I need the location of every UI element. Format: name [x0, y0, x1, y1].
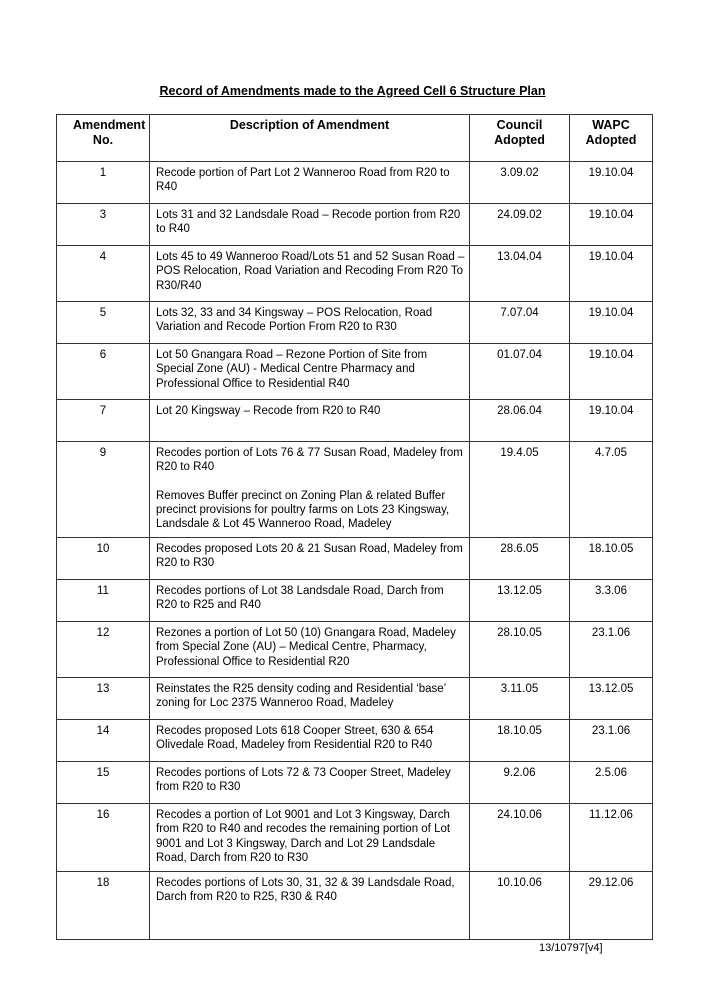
- table-row: [57, 162, 653, 204]
- table-row: [57, 762, 653, 804]
- table-row: [57, 804, 653, 872]
- header-council-adopted: Council Adopted: [470, 115, 570, 162]
- document-title: Record of Amendments made to the Agreed Cell 6 Structure Plan: [159, 84, 546, 98]
- amendment-number: 5: [57, 302, 150, 344]
- amendment-number: 7: [57, 400, 150, 442]
- amendment-number: 3: [57, 204, 150, 246]
- header-row: [57, 115, 653, 162]
- council-adopted-date: 28.06.04: [470, 400, 570, 442]
- amendment-number: 4: [57, 246, 150, 302]
- amendment-number: 14: [57, 720, 150, 762]
- table-row: [57, 246, 653, 302]
- amendment-description: Lots 45 to 49 Wanneroo Road/Lots 51 and 52 Susan Road – POS Relocation, Road Variation and Recoding From R20 To R30/R40: [150, 246, 470, 302]
- council-adopted-date: 9.2.06: [470, 762, 570, 804]
- amendment-number: 15: [57, 762, 150, 804]
- table-row: [57, 580, 653, 622]
- council-adopted-date: 28.10.05: [470, 622, 570, 678]
- council-adopted-date: 13.12.05: [470, 580, 570, 622]
- wapc-adopted-date: 19.10.04: [570, 400, 653, 442]
- description-paragraph-1: Recodes portion of Lots 76 & 77 Susan Road, Madeley from R20 to R40: [156, 447, 463, 474]
- table-row: [57, 442, 653, 538]
- amendment-description: Lot 50 Gnangara Road – Rezone Portion of Site from Special Zone (AU) - Medical Centre Pharmacy and Professional Office to Residential R40: [150, 344, 470, 400]
- description-paragraph-2: Removes Buffer precinct on Zoning Plan & related Buffer precinct provisions for poultry farms on Lots 23 Kingsway, Landsdale & Lot 45 Wanneroo Road, Madeley: [156, 489, 450, 531]
- wapc-adopted-date: 19.10.04: [570, 302, 653, 344]
- wapc-adopted-date: 3.3.06: [570, 580, 653, 622]
- wapc-adopted-date: 29.12.06: [570, 872, 653, 940]
- amendment-number: 18: [57, 872, 150, 940]
- wapc-adopted-date: 13.12.05: [570, 678, 653, 720]
- table-row: [57, 204, 653, 246]
- wapc-adopted-date: 23.1.06: [570, 720, 653, 762]
- amendment-description: Lot 20 Kingsway – Recode from R20 to R40: [150, 400, 470, 442]
- council-adopted-date: 13.04.04: [470, 246, 570, 302]
- document-reference: 13/10797[v4]: [539, 942, 603, 954]
- amendment-number: 11: [57, 580, 150, 622]
- amendment-description: Recodes portions of Lots 30, 31, 32 & 39 Landsdale Road, Darch from R20 to R25, R30 & R40: [150, 872, 470, 940]
- wapc-adopted-date: 19.10.04: [570, 246, 653, 302]
- council-adopted-date: 28.6.05: [470, 538, 570, 580]
- header-amendment-no: Amendment No.: [57, 115, 150, 162]
- wapc-adopted-date: 19.10.04: [570, 204, 653, 246]
- amendment-number: 10: [57, 538, 150, 580]
- table-row: [57, 720, 653, 762]
- amendment-number: 9: [57, 442, 150, 538]
- amendment-description: Recodes portions of Lot 38 Landsdale Road, Darch from R20 to R25 and R40: [150, 580, 470, 622]
- amendment-number: 6: [57, 344, 150, 400]
- council-adopted-date: 24.09.02: [470, 204, 570, 246]
- council-adopted-date: 18.10.05: [470, 720, 570, 762]
- wapc-adopted-date: 4.7.05: [570, 442, 653, 538]
- table-row: [57, 302, 653, 344]
- amendment-description: Recodes proposed Lots 20 & 21 Susan Road, Madeley from R20 to R30: [150, 538, 470, 580]
- wapc-adopted-date: 2.5.06: [570, 762, 653, 804]
- amendment-description: Reinstates the R25 density coding and Residential ‘base’ zoning for Loc 2375 Wanneroo Road, Madeley: [150, 678, 470, 720]
- table-row: [57, 344, 653, 400]
- amendment-description: Lots 31 and 32 Landsdale Road – Recode portion from R20 to R40: [150, 204, 470, 246]
- council-adopted-date: 24.10.06: [470, 804, 570, 872]
- wapc-adopted-date: 19.10.04: [570, 344, 653, 400]
- council-adopted-date: 19.4.05: [470, 442, 570, 538]
- amendment-number: 12: [57, 622, 150, 678]
- amendment-number: 16: [57, 804, 150, 872]
- wapc-adopted-date: 11.12.06: [570, 804, 653, 872]
- amendment-description: [150, 442, 470, 538]
- council-adopted-date: 7.07.04: [470, 302, 570, 344]
- council-adopted-date: 01.07.04: [470, 344, 570, 400]
- amendment-description: Rezones a portion of Lot 50 (10) Gnangara Road, Madeley from Special Zone (AU) – Medical Centre, Pharmacy, Professional Office to Residential R20: [150, 622, 470, 678]
- amendment-description: Lots 32, 33 and 34 Kingsway – POS Relocation, Road Variation and Recode Portion From R20 to R30: [150, 302, 470, 344]
- amendment-number: 13: [57, 678, 150, 720]
- council-adopted-date: 10.10.06: [470, 872, 570, 940]
- wapc-adopted-date: 23.1.06: [570, 622, 653, 678]
- table-row: [57, 622, 653, 678]
- table-row: [57, 678, 653, 720]
- amendment-description: Recodes proposed Lots 618 Cooper Street, 630 & 654 Olivedale Road, Madeley from Residential R20 to R40: [150, 720, 470, 762]
- header-description: Description of Amendment: [150, 115, 470, 162]
- table-row: [57, 538, 653, 580]
- table-row: [57, 400, 653, 442]
- amendment-number: 1: [57, 162, 150, 204]
- amendment-description: Recode portion of Part Lot 2 Wanneroo Road from R20 to R40: [150, 162, 470, 204]
- amendments-table: [56, 114, 653, 940]
- council-adopted-date: 3.09.02: [470, 162, 570, 204]
- amendment-description: Recodes a portion of Lot 9001 and Lot 3 Kingsway, Darch from R20 to R40 and recodes the remaining portion of Lot 9001 and Lot 3 Kingsway, Darch and Lot 29 Landsdale Road, Darch from R20 to R30: [150, 804, 470, 872]
- wapc-adopted-date: 18.10.05: [570, 538, 653, 580]
- table-row: [57, 872, 653, 940]
- header-wapc-adopted: WAPC Adopted: [570, 115, 653, 162]
- wapc-adopted-date: 19.10.04: [570, 162, 653, 204]
- council-adopted-date: 3.11.05: [470, 678, 570, 720]
- amendment-description: Recodes portions of Lots 72 & 73 Cooper Street, Madeley from R20 to R30: [150, 762, 470, 804]
